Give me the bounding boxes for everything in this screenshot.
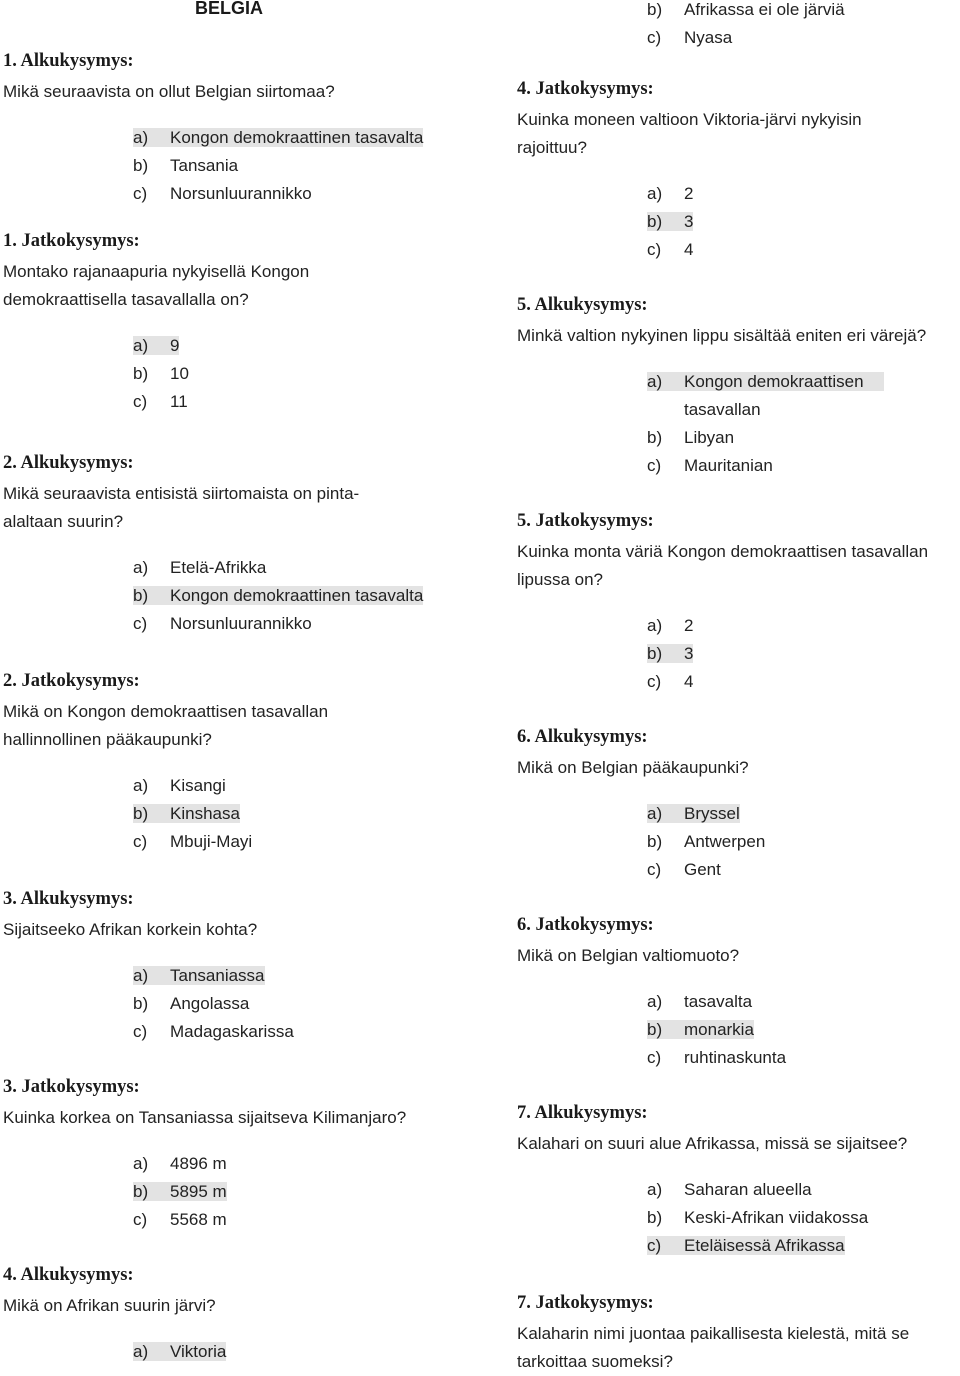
- question-heading: 6. Alkukysymys:: [517, 727, 648, 747]
- option-text: 3: [684, 212, 694, 231]
- answer-option-highlighted: [133, 962, 443, 990]
- answer-option-label: [647, 1180, 812, 1199]
- answer-option: [647, 828, 957, 856]
- answer-option: [133, 610, 443, 638]
- option-letter: c): [647, 1048, 662, 1067]
- question-block: [517, 510, 957, 696]
- answer-option-label: [133, 776, 226, 795]
- option-letter: b): [133, 1182, 149, 1201]
- answer-option-label: [647, 804, 740, 823]
- question-heading: 4. Alkukysymys:: [3, 1265, 134, 1285]
- option-letter: b): [647, 1208, 663, 1227]
- answer-option-highlighted: [133, 332, 443, 360]
- answer-option: [647, 452, 957, 480]
- question-text: Mikä on Belgian valtiomuoto?: [517, 946, 740, 965]
- option-letter: a): [133, 558, 149, 577]
- option-letter: a): [133, 966, 149, 985]
- question-block: [3, 50, 443, 208]
- answer-option-highlighted: [133, 124, 443, 152]
- option-letter: c): [647, 28, 662, 47]
- question-text: Mikä on Belgian pääkaupunki?: [517, 758, 749, 777]
- answer-option: [133, 772, 443, 800]
- option-text: Afrikassa ei ole järviä: [684, 0, 845, 19]
- option-letter: a): [133, 776, 149, 795]
- answer-option-label: [647, 372, 884, 419]
- answer-option: [133, 554, 443, 582]
- question-heading: 7. Jatkokysymys:: [517, 1293, 654, 1313]
- option-text: ruhtinaskunta: [684, 1048, 787, 1067]
- answer-option-label: [647, 672, 693, 691]
- answer-options: [647, 368, 957, 480]
- answer-options: [133, 332, 443, 416]
- option-text: Saharan alueella: [684, 1180, 812, 1199]
- answer-option: [647, 0, 957, 24]
- option-text: Viktoria: [170, 1342, 227, 1361]
- option-letter: b): [647, 644, 663, 663]
- answer-option-label: [133, 558, 266, 577]
- option-letter: a): [647, 372, 663, 391]
- option-letter: b): [647, 1020, 663, 1039]
- question-heading: 5. Jatkokysymys:: [517, 511, 654, 531]
- answer-option: [647, 1044, 957, 1072]
- option-text: 5895 m: [170, 1182, 227, 1201]
- answer-option-label: [133, 128, 423, 147]
- answer-options: [647, 1176, 957, 1260]
- answer-option-label: [133, 1210, 227, 1229]
- answer-option: [133, 152, 443, 180]
- option-letter: a): [647, 1180, 663, 1199]
- answer-option-label: [133, 1182, 227, 1201]
- answer-options: [647, 0, 957, 52]
- answer-option-highlighted: [647, 640, 957, 668]
- question-block: [3, 670, 443, 856]
- question-heading: 2. Alkukysymys:: [3, 453, 134, 473]
- answer-option-highlighted: [133, 1178, 443, 1206]
- option-letter: a): [647, 804, 663, 823]
- question-text: Sijaitseeko Afrikan korkein kohta?: [3, 920, 258, 939]
- option-letter: c): [647, 860, 662, 879]
- answer-option: [133, 828, 443, 856]
- option-text: 4896 m: [170, 1154, 227, 1173]
- option-letter: a): [133, 336, 149, 355]
- answer-option-label: [133, 1154, 227, 1173]
- option-letter: b): [133, 586, 149, 605]
- option-text: Norsunluurannikko: [170, 614, 312, 633]
- answer-option: [133, 990, 443, 1018]
- answer-options: [133, 1338, 443, 1366]
- answer-options: [133, 772, 443, 856]
- question-block: [517, 0, 957, 52]
- option-letter: c): [647, 672, 662, 691]
- answer-option-label: [133, 156, 238, 175]
- question-text: Kuinka moneen valtioon Viktoria-järvi nykyisin rajoittuu?: [517, 110, 862, 157]
- option-letter: c): [133, 184, 148, 203]
- answer-option: [647, 856, 957, 884]
- option-letter: a): [647, 992, 663, 1011]
- option-text: Mbuji-Mayi: [170, 832, 253, 851]
- answer-option: [647, 612, 957, 640]
- option-text: Eteläisessä Afrikassa: [684, 1236, 845, 1255]
- option-text: Antwerpen: [684, 832, 766, 851]
- question-text: Montako rajanaapuria nykyisellä Kongon demokraattisella tasavallalla on?: [3, 262, 310, 309]
- answer-option-label: [647, 1048, 786, 1067]
- answer-option-label: [647, 184, 693, 203]
- question-heading: 3. Jatkokysymys:: [3, 1077, 140, 1097]
- answer-option: [133, 388, 443, 416]
- answer-options: [133, 1150, 443, 1234]
- option-letter: a): [133, 1342, 149, 1361]
- answer-option: [647, 988, 957, 1016]
- page-title: BELGIA: [195, 0, 264, 18]
- question-text: Mikä seuraavista on ollut Belgian siirtomaa?: [3, 82, 335, 101]
- answer-option-label: [133, 994, 249, 1013]
- answer-option: [647, 236, 957, 264]
- answer-option-label: [647, 28, 732, 47]
- option-letter: a): [647, 184, 663, 203]
- answer-option: [647, 24, 957, 52]
- question-block: [3, 1264, 443, 1366]
- option-text: 4: [684, 240, 694, 259]
- answer-option-label: [133, 1342, 226, 1361]
- option-letter: b): [647, 832, 663, 851]
- option-letter: a): [647, 616, 663, 635]
- option-text: Libyan: [684, 428, 735, 447]
- question-text: Kuinka monta väriä Kongon demokraattisen tasavallan lipussa on?: [517, 542, 929, 589]
- option-letter: c): [133, 832, 148, 851]
- answer-option-label: [647, 0, 845, 19]
- option-letter: c): [133, 614, 148, 633]
- answer-option-label: [647, 212, 693, 231]
- option-text: 5568 m: [170, 1210, 227, 1229]
- option-text: Kisangi: [170, 776, 226, 795]
- option-text: Angolassa: [170, 994, 250, 1013]
- question-text: Kalahari on suuri alue Afrikassa, missä se sijaitsee?: [517, 1134, 908, 1153]
- question-block: [3, 452, 443, 638]
- option-letter: b): [647, 428, 663, 447]
- option-text: Tansania: [170, 156, 239, 175]
- answer-option-label: [133, 364, 189, 383]
- option-letter: c): [647, 240, 662, 259]
- answer-options: [647, 612, 957, 696]
- answer-option-label: [647, 240, 693, 259]
- answer-option-label: [647, 616, 693, 635]
- answer-option: [133, 180, 443, 208]
- answer-option-label: [133, 614, 312, 633]
- option-letter: c): [133, 1210, 148, 1229]
- option-text: Kongon demokraattinen tasavalta: [170, 586, 424, 605]
- option-letter: c): [133, 1022, 148, 1041]
- question-text: Kuinka korkea on Tansaniassa sijaitseva Kilimanjaro?: [3, 1108, 407, 1127]
- option-text: Bryssel: [684, 804, 740, 823]
- option-text: 3: [684, 644, 694, 663]
- option-text: 9: [170, 336, 180, 355]
- answer-options: [133, 124, 443, 208]
- answer-option: [133, 1150, 443, 1178]
- answer-option: [647, 1176, 957, 1204]
- question-block: [517, 1292, 957, 1376]
- answer-option-label: [647, 644, 693, 663]
- answer-options: [133, 554, 443, 638]
- option-text: Kongon demokraattisen tasavallan: [684, 372, 864, 419]
- option-letter: b): [133, 804, 149, 823]
- question-text: Mikä on Kongon demokraattisen tasavallan hallinnollinen pääkaupunki?: [3, 702, 329, 749]
- option-text: Gent: [684, 860, 721, 879]
- option-letter: c): [647, 1236, 662, 1255]
- option-text: 4: [684, 672, 694, 691]
- option-text: Tansaniassa: [170, 966, 265, 985]
- answer-option-highlighted: [133, 582, 443, 610]
- option-text: 11: [170, 392, 188, 411]
- question-block: [517, 78, 957, 264]
- question-heading: 5. Alkukysymys:: [517, 295, 648, 315]
- answer-option-label: [133, 336, 179, 355]
- answer-option: [647, 424, 957, 452]
- question-heading: 7. Alkukysymys:: [517, 1103, 648, 1123]
- question-block: [517, 914, 957, 1072]
- option-text: 2: [684, 616, 694, 635]
- answer-option-label: [133, 586, 423, 605]
- answer-option-label: [647, 1020, 754, 1039]
- answer-option-label: [133, 804, 240, 823]
- question-heading: 1. Jatkokysymys:: [3, 231, 140, 251]
- question-block: [3, 1076, 443, 1234]
- option-letter: c): [133, 392, 148, 411]
- option-text: Etelä-Afrikka: [170, 558, 267, 577]
- answer-option-highlighted: [647, 800, 957, 828]
- answer-option: [133, 1206, 443, 1234]
- option-letter: b): [647, 212, 663, 231]
- question-block: [517, 294, 957, 480]
- question-text: Mikä seuraavista entisistä siirtomaista on pinta-alaltaan suurin?: [3, 484, 360, 531]
- answer-option-highlighted: [133, 800, 443, 828]
- answer-option-label: [647, 1208, 868, 1227]
- answer-options: [647, 180, 957, 264]
- answer-option: [647, 668, 957, 696]
- answer-options: [647, 800, 957, 884]
- answer-option-label: [647, 992, 752, 1011]
- answer-option-label: [647, 860, 721, 879]
- option-text: Madagaskarissa: [170, 1022, 294, 1041]
- question-text: Kalaharin nimi juontaa paikallisesta kielestä, mitä se tarkoittaa suomeksi?: [517, 1324, 910, 1371]
- answer-option-label: [647, 1236, 845, 1255]
- question-heading: 3. Alkukysymys:: [3, 889, 134, 909]
- option-letter: b): [133, 156, 149, 175]
- answer-options: [133, 962, 443, 1046]
- option-letter: b): [133, 994, 149, 1013]
- answer-option-label: [133, 832, 252, 851]
- option-text: 2: [684, 184, 694, 203]
- question-heading: 4. Jatkokysymys:: [517, 79, 654, 99]
- option-text: 10: [170, 364, 189, 383]
- answer-option-label: [133, 392, 188, 411]
- option-letter: c): [647, 456, 662, 475]
- answer-option-highlighted: [647, 368, 957, 424]
- question-heading: 1. Alkukysymys:: [3, 51, 134, 71]
- answer-option-label: [647, 428, 734, 447]
- question-block: [3, 230, 443, 416]
- question-heading: 2. Jatkokysymys:: [3, 671, 140, 691]
- question-text: Minkä valtion nykyinen lippu sisältää eniten eri värejä?: [517, 326, 927, 345]
- option-text: Kongon demokraattinen tasavalta: [170, 128, 424, 147]
- option-text: monarkia: [684, 1020, 754, 1039]
- answer-option: [133, 1018, 443, 1046]
- answer-option-highlighted: [647, 1232, 957, 1260]
- answer-options: [647, 988, 957, 1072]
- answer-option: [133, 360, 443, 388]
- option-text: Kinshasa: [170, 804, 240, 823]
- answer-option-label: [647, 456, 773, 475]
- answer-option-highlighted: [647, 208, 957, 236]
- option-letter: a): [133, 1154, 149, 1173]
- answer-option-label: [133, 184, 312, 203]
- question-text: Mikä on Afrikan suurin järvi?: [3, 1296, 216, 1315]
- answer-option-highlighted: [647, 1016, 957, 1044]
- option-letter: a): [133, 128, 149, 147]
- option-text: Norsunluurannikko: [170, 184, 312, 203]
- question-block: [3, 888, 443, 1046]
- answer-option: [647, 180, 957, 208]
- answer-option-label: [133, 966, 265, 985]
- answer-option: [647, 1204, 957, 1232]
- question-block: [517, 726, 957, 884]
- answer-option-highlighted: [133, 1338, 443, 1366]
- option-letter: b): [647, 0, 663, 19]
- answer-option-label: [133, 1022, 294, 1041]
- option-letter: b): [133, 364, 149, 383]
- question-heading: 6. Jatkokysymys:: [517, 915, 654, 935]
- question-block: [517, 1102, 957, 1260]
- option-text: Mauritanian: [684, 456, 773, 475]
- option-text: tasavalta: [684, 992, 753, 1011]
- option-text: Keski-Afrikan viidakossa: [684, 1208, 869, 1227]
- answer-option-label: [647, 832, 765, 851]
- option-text: Nyasa: [684, 28, 733, 47]
